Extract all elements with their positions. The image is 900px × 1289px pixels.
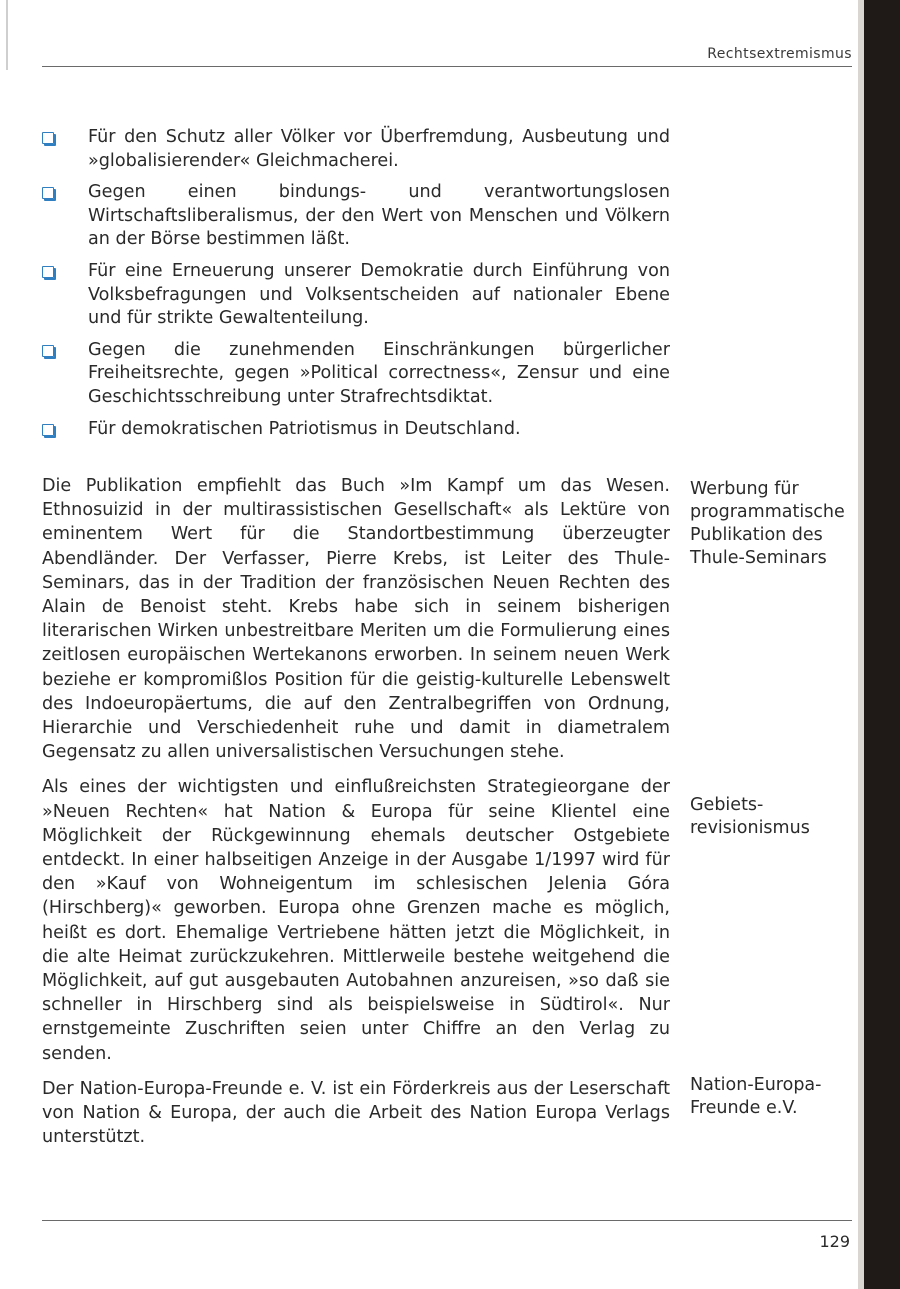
checkbox-bullet-icon [42, 345, 54, 357]
bullet-list [42, 126, 670, 449]
margin-note-thule [690, 478, 858, 570]
margin-note-line: Publikation des [690, 525, 823, 545]
margin-note-line: Werbung für [690, 479, 799, 499]
checkbox-bullet-icon [42, 187, 54, 199]
paragraph-thule-book: Die Publikation empfiehlt das Buch »Im Kampf um das Wesen. Ethnosuizid in der multirassistischen Gesellschaft« als Lektüre von eminentem Wert für die Standortbestimmung überzeugter Abendländer. Der Verfasser, Pierre Krebs, ist Leiter des Thule-Seminars, das in der Tradition der französischen Neuen Rechten des Alain de Benoist steht. Krebs habe sich in seinem bisherigen literarischen Wirken unbestreitbare Meriten um die Formulierung eines zeitlosen europäischen Wertekanons erworben. In seinem neuen Werk beziehe er kompromißlos Position für die geistig-kulturelle Lebenswelt des Indoeuropäertums, die auf den Zentralbegriffen von Ordnung, Hierarchie und Verschiedenheit ruhe und damit in diametralem Gegensatz zu allen universalistischen Versuchungen stehe. [42, 476, 670, 763]
list-item [42, 260, 670, 331]
scan-edge-mark [6, 0, 8, 70]
list-item [42, 126, 670, 173]
margin-note-revisionism [690, 794, 858, 840]
margin-note-line: Thule-Seminars [690, 548, 827, 568]
paragraph-support-association: Der Nation-Europa-Freunde e. V. ist ein Förderkreis aus der Leserschaft von Nation & Europa, der auch die Arbeit des Nation Europa Verlags unterstützt. [42, 1078, 670, 1148]
page-number: 129 [819, 1232, 850, 1251]
list-item [42, 181, 670, 252]
bullet-text: Gegen die zunehmenden Einschränkungen bürgerlicher Freiheitsrechte, gegen »Political correctness«, Zensur und eine Geschichtsschreibung unter Strafrechtsdiktat. [88, 339, 670, 407]
margin-note-line: Freunde e.V. [690, 1098, 798, 1118]
margin-note-line: Nation-Europa- [690, 1075, 822, 1095]
checkbox-bullet-icon [42, 132, 54, 144]
bullet-text: Für demokratischen Patriotismus in Deutschland. [88, 418, 521, 439]
body-text [42, 474, 670, 1160]
header-rule [42, 66, 852, 67]
running-header: Rechtsextremismus [707, 46, 852, 62]
checkbox-bullet-icon [42, 424, 54, 436]
margin-note-line: programmatische [690, 502, 845, 522]
bullet-text: Gegen einen bindungs- und verantwortungslosen Wirtschaftsliberalismus, der den Wert von Menschen und Völkern an der Börse bestimmen läßt. [88, 182, 670, 250]
checkbox-bullet-icon [42, 266, 54, 278]
margin-note-line: revisionismus [690, 818, 810, 838]
margin-note-line: Gebiets- [690, 795, 764, 815]
bullet-text: Für eine Erneuerung unserer Demokratie durch Einführung von Volksbefragungen und Volksentscheiden auf nationaler Ebene und für strikte Gewaltenteilung. [88, 260, 670, 329]
paragraph-territorial-revisionism: Als eines der wichtigsten und einflußreichsten Strategieorgane der »Neuen Rechten« hat Nation & Europa für seine Klientel eine Möglichkeit der Rückgewinnung ehemals deutscher Ostgebiete entdeckt. In einer halbseitigen Anzeige in der Ausgabe 1/1997 wird für den »Kauf von Wohneigentum im schlesischen Jelenia Góra (Hirschberg)« geworben. Europa ohne Grenzen mache es möglich, heißt es dort. Ehemalige Vertriebene hätten jetzt die Möglichkeit, in die alte Heimat zurückzukehren. Mittlerweile bestehe weitgehend die Möglichkeit, auf gut ausgebauten Autobahnen anzureisen, »so daß sie schneller in Hirschberg sind als beispielsweise in Südtirol«. Nur ernstgemeinte Zuschriften seien unter Chiffre an den Verlag zu senden. [42, 777, 670, 1064]
list-item [42, 418, 670, 442]
page-edge-shadow [864, 0, 900, 1289]
list-item [42, 339, 670, 410]
margin-note-association [690, 1074, 858, 1120]
bullet-text: Für den Schutz aller Völker vor Überfremdung, Ausbeutung und »globalisierender« Gleichmacherei. [88, 127, 670, 171]
footer-rule [42, 1220, 852, 1221]
